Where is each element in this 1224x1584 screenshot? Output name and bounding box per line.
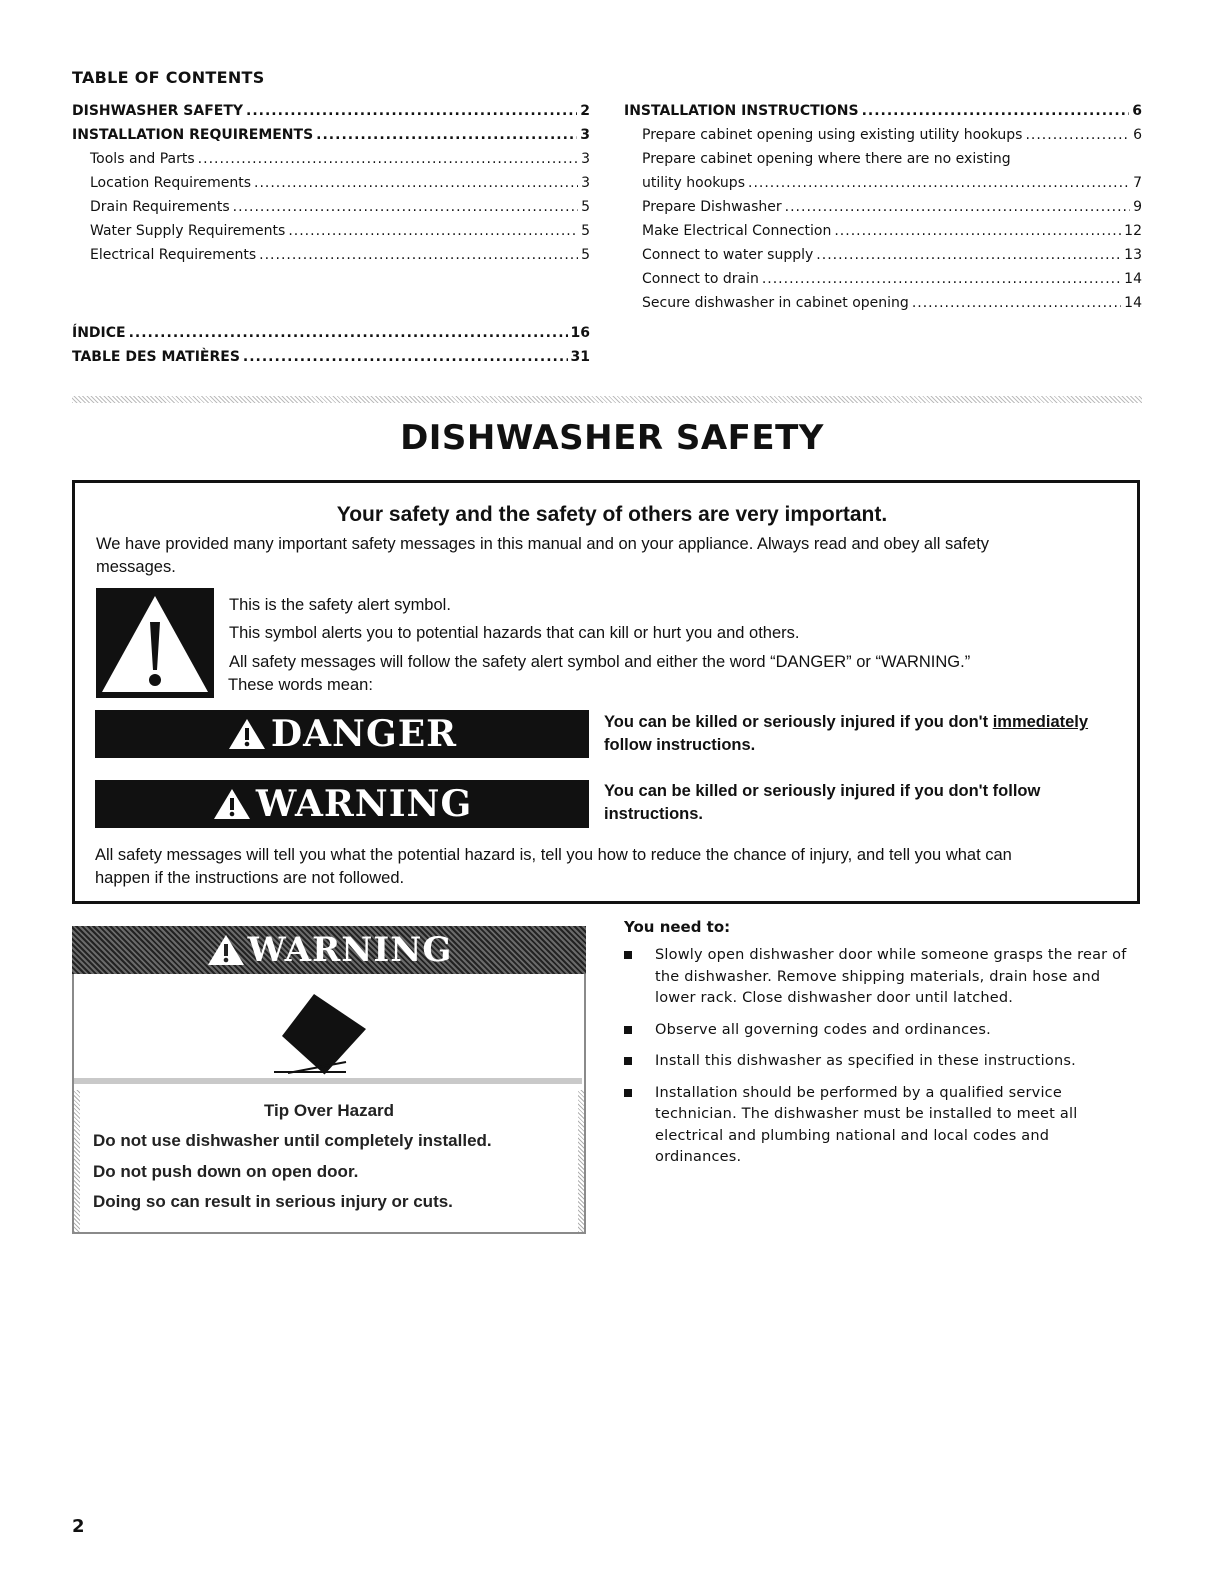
toc-entry-label: Location Requirements [90,175,251,191]
toc-right-column [624,103,1142,319]
list-item-line: ordinances. [655,1149,742,1165]
toc-entry[interactable] [72,349,590,373]
tip-over-hazard-icon [74,974,582,1078]
warning-banner [95,780,589,828]
toc-entry-label: Connect to water supply [642,247,814,263]
warning-label: WARNING [255,783,473,825]
toc-entry[interactable] [72,151,590,175]
tip-over-line3: Doing so can result in serious injury or cuts. [93,1192,453,1211]
toc-entry[interactable] [624,271,1142,295]
toc-entry-page: 7 [1133,175,1142,191]
list-item [624,1083,1144,1169]
symbol-text-line4: These words mean: [228,676,373,694]
toc-entry-page: 9 [1133,199,1142,215]
toc-entry[interactable] [72,199,590,223]
you-need-title: You need to: [624,918,731,936]
toc-entry-label: INSTALLATION REQUIREMENTS [72,127,314,143]
tip-over-illustration-area [74,974,582,1084]
section-title: DISHWASHER SAFETY [400,418,824,458]
toc-entry-page: 3 [580,127,590,143]
toc-entry-page: 5 [581,223,590,239]
list-item-line: lower rack. Close dishwasher door until latched. [655,990,1014,1006]
toc-entry-page: 6 [1132,103,1142,119]
list-item [624,1020,1144,1042]
toc-entry-label: Connect to drain [642,271,759,287]
toc-entry-label: Prepare cabinet opening using existing utility hookups [642,127,1023,143]
toc-entry[interactable] [72,325,590,349]
toc-entry-page: 5 [581,199,590,215]
square-bullet-icon [624,1057,632,1065]
toc-entry[interactable] [72,175,590,199]
safety-footer-line1: All safety messages will tell you what the potential hazard is, tell you how to reduce the chance of injury, and tell you what can [95,846,1012,864]
symbol-text-line2: This symbol alerts you to potential hazards that can kill or hurt you and others. [229,624,800,642]
toc-left-bottom [72,325,590,373]
toc-entry-page: 13 [1124,247,1142,263]
safety-alert-symbol-icon [96,588,214,698]
toc-entry-page: 14 [1124,295,1142,311]
list-item-line: Install this dishwasher as specified in these instructions. [655,1053,1076,1069]
list-item [624,945,1144,1010]
toc-entry-label: TABLE DES MATIÈRES [72,349,240,365]
square-bullet-icon [624,951,632,959]
toc-entry-page: 3 [581,151,590,167]
tip-over-hazard-title: Tip Over Hazard [263,1101,395,1120]
toc-entry[interactable] [72,127,590,151]
danger-banner [95,710,589,758]
danger-desc-emphasis: immediately [992,713,1089,731]
toc-entry[interactable] [624,127,1142,151]
square-bullet-icon [624,1026,632,1034]
warning-alert-icon [212,787,252,821]
square-bullet-icon [624,1089,632,1097]
list-item [624,1051,1144,1073]
toc-entry-label: Prepare Dishwasher [642,199,782,215]
tip-over-header-label: WARNING [247,930,453,970]
toc-entry-label: Drain Requirements [90,199,230,215]
toc-entry[interactable] [624,175,1142,199]
symbol-text-line1: This is the safety alert symbol. [229,596,451,614]
toc-entry[interactable] [72,247,590,271]
warning-desc-line1: You can be killed or seriously injured if you don't follow [604,782,1041,800]
toc-entry-label: Secure dishwasher in cabinet opening [642,295,909,311]
toc-entry-page: 5 [581,247,590,263]
warning-desc-line2: instructions. [604,805,704,823]
toc-entry[interactable] [624,223,1142,247]
toc-entry-page: 3 [581,175,590,191]
you-need-list [624,945,1144,1179]
list-item-line: Observe all governing codes and ordinances. [655,1021,991,1038]
toc-entry-label: utility hookups [642,175,745,191]
toc-entry-label: DISHWASHER SAFETY [72,103,244,119]
danger-alert-icon [227,717,267,751]
safety-heading: Your safety and the safety of others are very important. [336,503,888,526]
tip-alert-icon [206,933,246,967]
safety-footer-line2: happen if the instructions are not followed. [95,869,405,887]
toc-entry-label-line1[interactable]: Prepare cabinet opening where there are no existing [642,151,1011,167]
toc-entry[interactable] [624,295,1142,319]
symbol-text-line3: All safety messages will follow the safety alert symbol and either the word “DANGER” or “WARNING.” [229,653,971,671]
toc-entry[interactable] [624,247,1142,271]
toc-entry-page: 16 [570,325,590,341]
tip-over-header [72,926,586,974]
toc-title: TABLE OF CONTENTS [72,68,265,87]
toc-entry-label: Electrical Requirements [90,247,257,263]
danger-label: DANGER [270,713,458,755]
toc-entry-label: INSTALLATION INSTRUCTIONS [624,103,859,119]
danger-description [604,711,1144,757]
toc-entry-page: 2 [580,103,590,119]
list-item-line: electrical and plumbing national and local codes and [655,1127,1050,1144]
toc-entry[interactable] [624,199,1142,223]
toc-entry-label: Make Electrical Connection [642,223,832,239]
list-item-line: Installation should be performed by a qualified service [655,1084,1062,1101]
danger-desc-line2: follow instructions. [604,736,756,754]
tip-over-line1: Do not use dishwasher until completely installed. [93,1131,492,1150]
toc-entry-label: ÍNDICE [72,325,126,341]
section-divider [72,396,1142,403]
toc-entry[interactable] [624,103,1142,127]
safety-intro-line2: messages. [96,558,176,576]
list-item-line: technician. The dishwasher must be installed to meet all [655,1106,1078,1122]
toc-entry-page: 6 [1133,127,1142,143]
toc-left-column [72,103,590,271]
toc-entry-page: 31 [570,349,590,365]
toc-entry-page: 12 [1124,223,1142,239]
tip-over-line2: Do not push down on open door. [93,1162,359,1181]
list-item-line: the dishwasher. Remove shipping materials, drain hose and [655,968,1101,985]
safety-intro-line1: We have provided many important safety messages in this manual and on your appliance. Always read and obey all safety [96,535,990,553]
toc-entry-label: Tools and Parts [90,151,195,167]
page-number: 2 [72,1516,85,1537]
warning-description [604,780,1144,826]
toc-entry[interactable] [72,223,590,247]
danger-desc-text: You can be killed or seriously injured if you don't [604,713,993,731]
toc-entry[interactable] [72,103,590,127]
toc-entry-label: Water Supply Requirements [90,223,286,239]
toc-entry-page: 14 [1124,271,1142,287]
list-item-line: Slowly open dishwasher door while someone grasps the rear of [655,947,1127,963]
